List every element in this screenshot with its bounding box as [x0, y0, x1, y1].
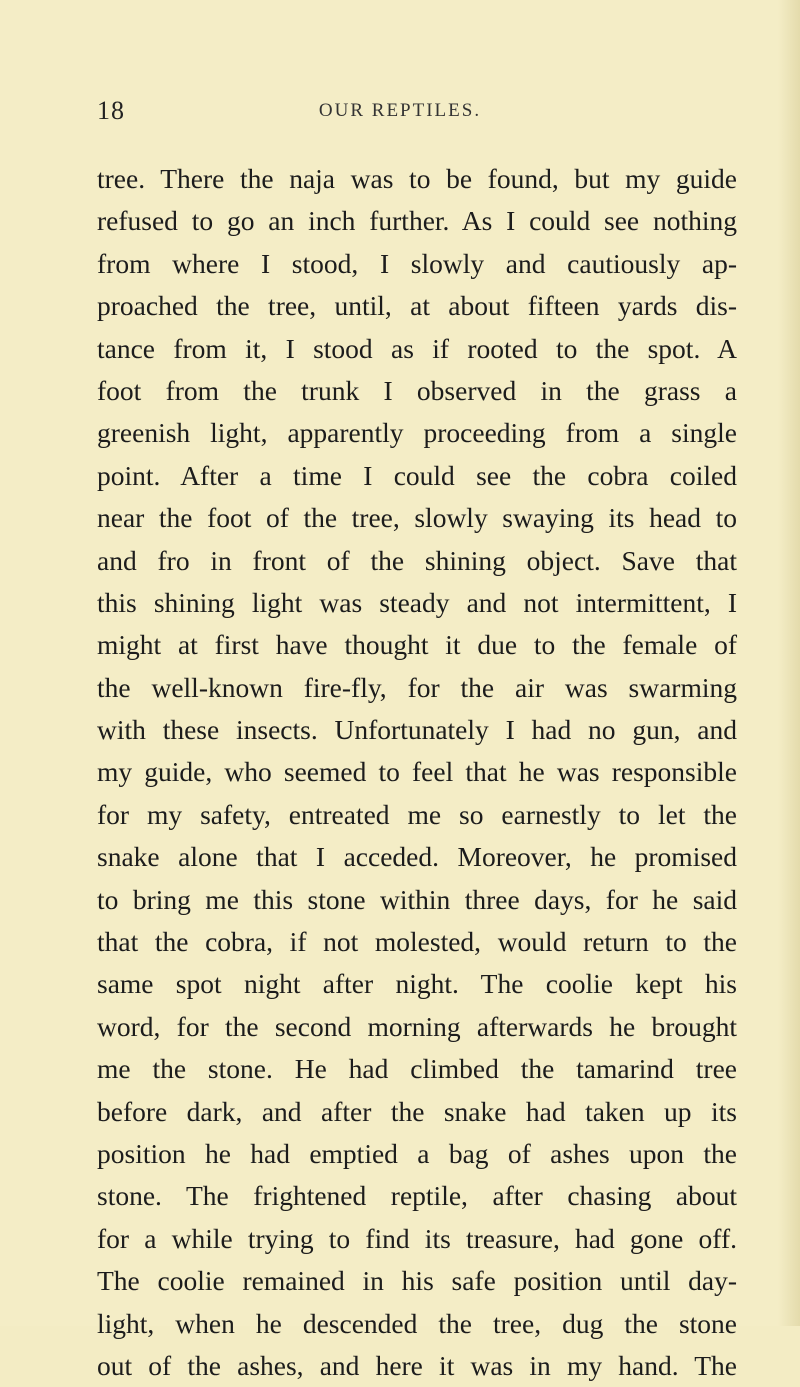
text-line: from where I stood, I slowly and cautiously ap-	[97, 247, 737, 279]
running-title: OUR REPTILES.	[318, 100, 482, 121]
page-edge-shadow	[778, 0, 800, 1326]
text-line: my guide, who seemed to feel that he was responsible	[97, 756, 737, 788]
text-line: for a while trying to find its treasure, had gone off.	[97, 1222, 737, 1254]
text-line: refused to go an inch further. As I could see nothing	[97, 205, 737, 237]
text-line: stone. The frightened reptile, after chasing about	[97, 1180, 737, 1212]
text-line: light, when he descended the tree, dug the stone	[97, 1307, 737, 1339]
body-text	[97, 158, 737, 1387]
text-line: the well-known fire-fly, for the air was swarming	[97, 671, 737, 703]
text-line: out of the ashes, and here it was in my hand. The	[97, 1349, 737, 1381]
text-line: The coolie remained in his safe position until day-	[97, 1265, 737, 1297]
text-line: tree. There the naja was to be found, but my guide	[97, 163, 737, 194]
text-line: position he had emptied a bag of ashes upon the	[97, 1137, 737, 1169]
text-line: with these insects. Unfortunately I had no gun, and	[97, 714, 737, 746]
text-line: same spot night after night. The coolie kept his	[97, 968, 737, 1000]
text-line: for my safety, entreated me so earnestly to let the	[97, 798, 737, 830]
text-line: tance from it, I stood as if rooted to the spot. A	[97, 332, 737, 364]
text-line: to bring me this stone within three days, for he said	[97, 883, 737, 915]
text-line: greenish light, apparently proceeding from a single	[97, 417, 737, 449]
text-line: that the cobra, if not molested, would return to the	[97, 926, 737, 958]
text-line: word, for the second morning afterwards he brought	[97, 1010, 737, 1042]
text-line: might at first have thought it due to the female of	[97, 629, 737, 661]
text-line: near the foot of the tree, slowly swaying its head to	[97, 502, 737, 534]
text-line: foot from the trunk I observed in the grass a	[97, 374, 737, 406]
text-line: this shining light was steady and not intermittent, I	[97, 586, 737, 618]
text-line: point. After a time I could see the cobra coiled	[97, 459, 737, 491]
text-line: proached the tree, until, at about fifteen yards dis-	[97, 290, 737, 322]
text-line: snake alone that I acceded. Moreover, he promised	[97, 841, 737, 873]
text-line: and fro in front of the shining object. Save that	[97, 544, 737, 576]
text-line: me the stone. He had climbed the tamarind tree	[97, 1053, 737, 1085]
text-line: before dark, and after the snake had taken up its	[97, 1095, 737, 1127]
page-number: 18	[97, 96, 125, 125]
